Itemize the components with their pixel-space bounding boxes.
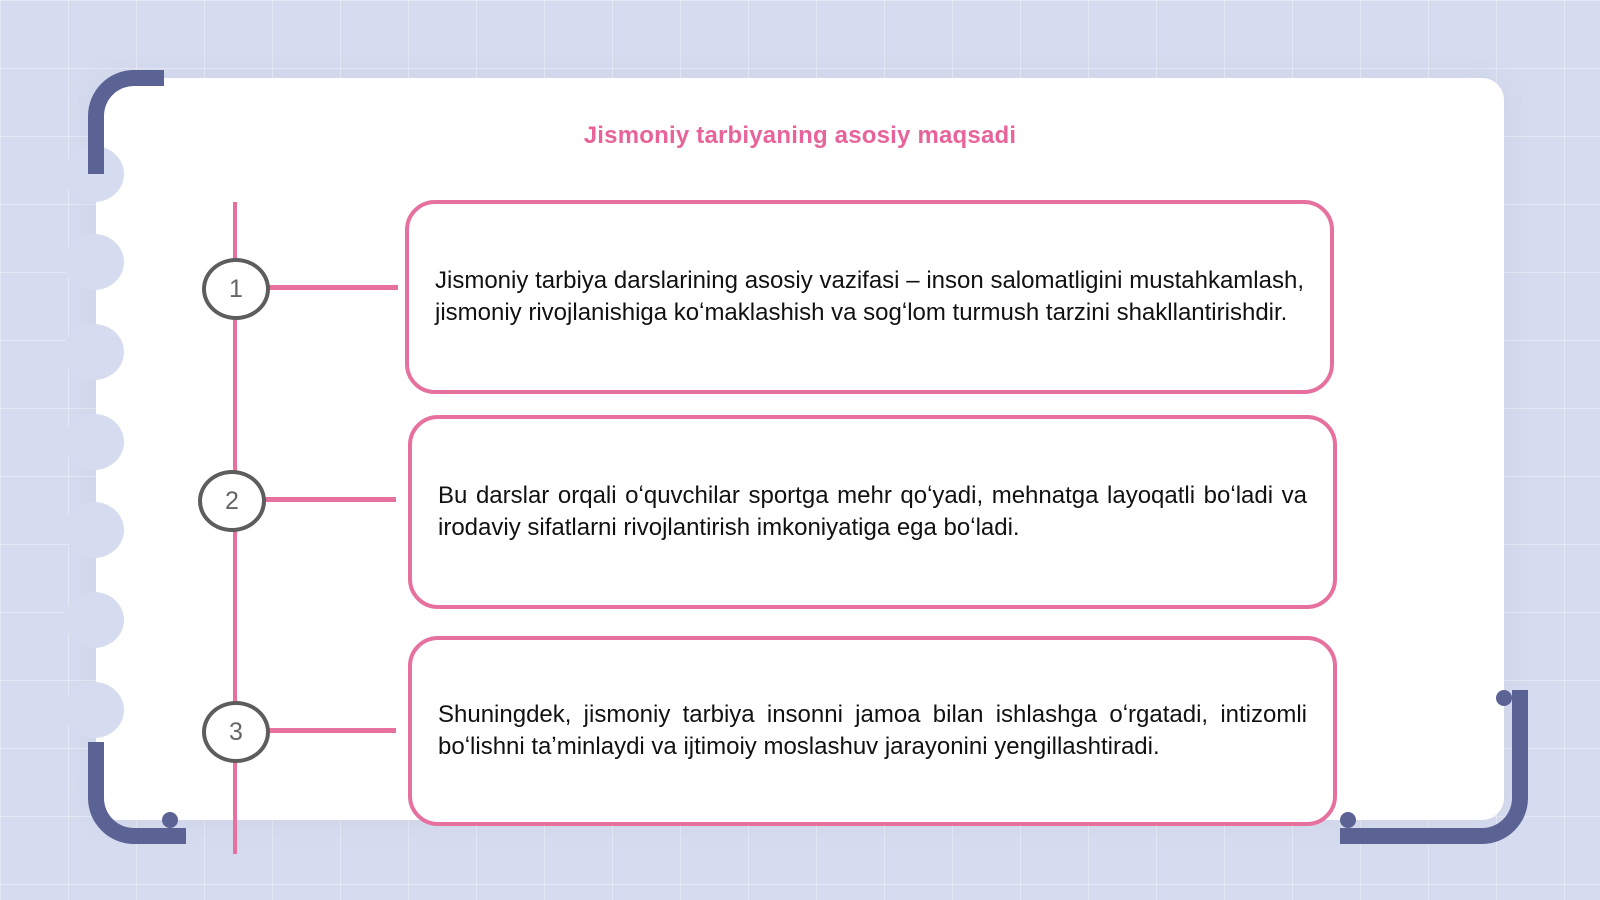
scallop-7	[64, 682, 124, 738]
step-card-3	[408, 636, 1337, 826]
step-connector-1	[262, 285, 398, 290]
frame-cap	[162, 812, 178, 828]
step-number-1: 1	[202, 258, 270, 320]
frame-cap	[1340, 812, 1356, 828]
frame-corner-bottom-right	[1340, 690, 1528, 844]
scallop-5	[64, 502, 124, 558]
scallop-4	[64, 414, 124, 470]
step-card-2	[408, 415, 1337, 609]
step-card-text: Bu darslar orqali oʻquvchilar sportga mehr qoʻyadi, mehnatga layoqatli boʻladi va irodaviy sifatlarni rivojlantirish imkoniyatiga ega boʻladi.	[438, 482, 1307, 541]
frame-cap	[88, 742, 104, 758]
step-connector-2	[262, 497, 396, 502]
scallop-6	[64, 592, 124, 648]
frame-cap	[132, 70, 148, 86]
step-number-3: 3	[202, 701, 270, 763]
frame-cap	[1496, 690, 1512, 706]
scallop-2	[64, 234, 124, 290]
step-card-text: Jismoniy tarbiya darslarining asosiy vazifasi – inson salomatligini mustahkamlash, jismoniy rivojlanishiga koʻmaklashish va sogʻlom turmush tarzini shakllantirishdir.	[435, 267, 1304, 326]
step-card-text: Shuningdek, jismoniy tarbiya insonni jamoa bilan ishlashga oʻrgatadi, intizomli boʻlishni taʼminlaydi va ijtimoiy moslashuv jarayonini yengillashtiradi.	[438, 701, 1307, 760]
step-card-1	[405, 200, 1334, 394]
scallop-3	[64, 324, 124, 380]
step-connector-3	[262, 728, 396, 733]
frame-corner-bottom-left	[88, 742, 186, 844]
slide-title: Jismoniy tarbiyaning asosiy maqsadi	[583, 122, 1017, 149]
step-number-2: 2	[198, 470, 266, 532]
